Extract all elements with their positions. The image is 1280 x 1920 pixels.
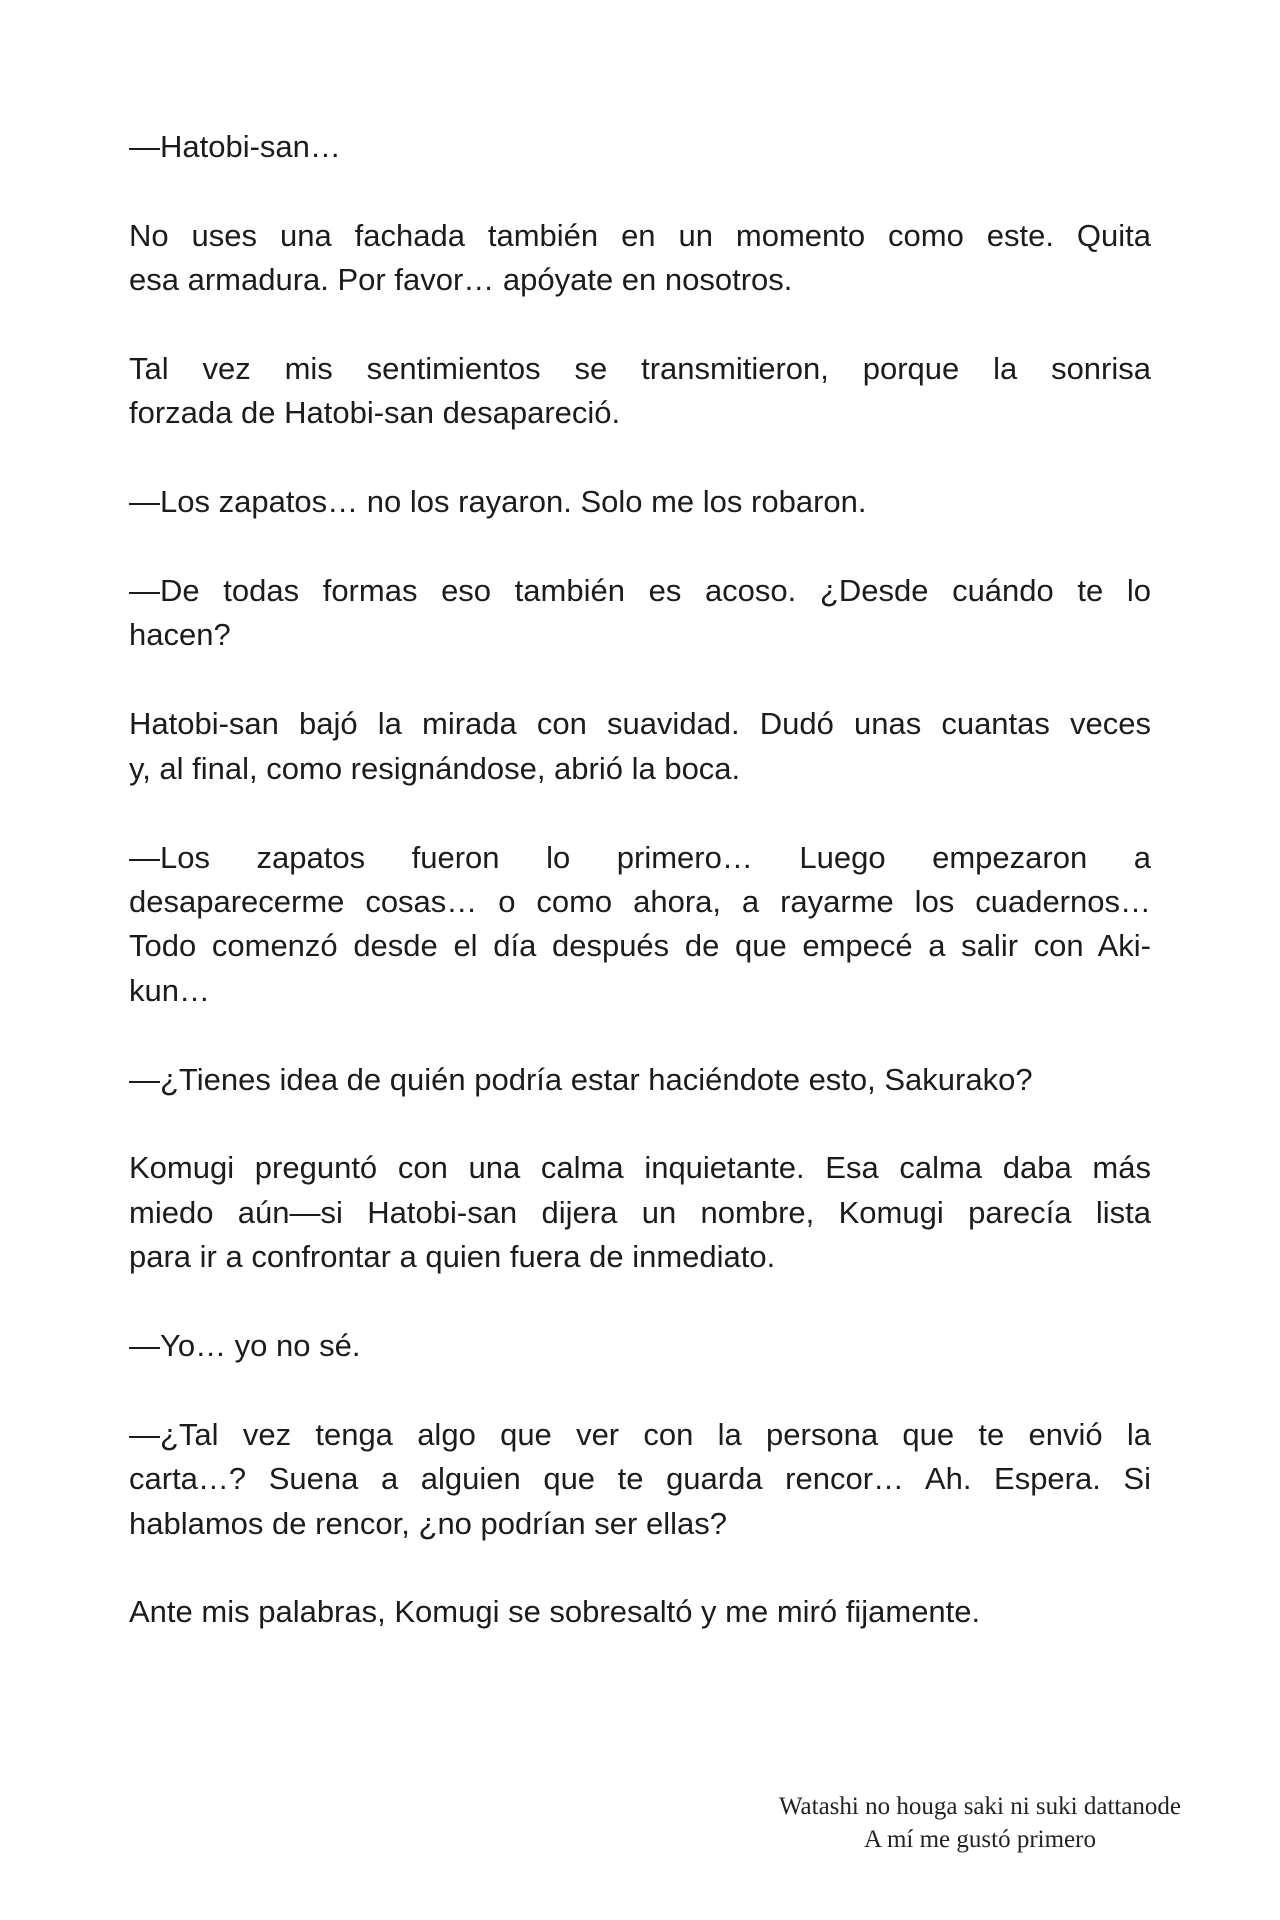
paragraph bbox=[129, 480, 1151, 524]
paragraph bbox=[129, 569, 1151, 658]
text-line: —Los zapatos… no los rayaron. Solo me los robaron. bbox=[129, 484, 867, 520]
text-line: —De todas formas eso también es acoso. ¿Desde cuándo te lo bbox=[129, 573, 1151, 609]
body-text bbox=[129, 125, 1151, 1679]
text-line: hablamos de rencor, ¿no podrían ser ellas? bbox=[129, 1505, 727, 1541]
paragraph bbox=[129, 1413, 1151, 1546]
paragraph bbox=[129, 347, 1151, 436]
footer-title-romaji: Watashi no houga saki ni suki dattanode bbox=[778, 1793, 1182, 1820]
paragraph bbox=[129, 214, 1151, 303]
paragraph bbox=[129, 1590, 1151, 1634]
text-line: carta…? Suena a alguien que te guarda rencor… Ah. Espera. Si bbox=[129, 1461, 1151, 1497]
text-line: —¿Tal vez tenga algo que ver con la persona que te envió la bbox=[129, 1416, 1151, 1452]
paragraph bbox=[129, 1324, 1151, 1368]
text-line: para ir a confrontar a quien fuera de inmediato. bbox=[129, 1239, 776, 1275]
footer-title-spanish: A mí me gustó primero bbox=[864, 1826, 1096, 1853]
text-line: esa armadura. Por favor… apóyate en nosotros. bbox=[129, 262, 793, 298]
text-line: y, al final, como resignándose, abrió la boca. bbox=[129, 750, 741, 786]
text-line: Komugi preguntó con una calma inquietante. Esa calma daba más bbox=[129, 1150, 1151, 1186]
text-line: Hatobi-san bajó la mirada con suavidad. Dudó unas cuantas veces bbox=[129, 706, 1151, 742]
text-line: Todo comenzó desde el día después de que empecé a salir con Aki- bbox=[129, 928, 1151, 964]
paragraph bbox=[129, 125, 1151, 169]
text-line: miedo aún—si Hatobi-san dijera un nombre, Komugi parecía lista bbox=[129, 1194, 1151, 1230]
text-line: desaparecerme cosas… o como ahora, a rayarme los cuadernos… bbox=[129, 883, 1151, 919]
text-line: Ante mis palabras, Komugi se sobresaltó y me miró fijamente. bbox=[129, 1594, 981, 1630]
paragraph bbox=[129, 1146, 1151, 1279]
text-line: —¿Tienes idea de quién podría estar haciéndote esto, Sakurako? bbox=[129, 1061, 1033, 1097]
text-line: hacen? bbox=[129, 617, 231, 653]
paragraph bbox=[129, 702, 1151, 791]
page-footer bbox=[730, 1790, 1230, 1856]
paragraph bbox=[129, 836, 1151, 1014]
text-line: kun… bbox=[129, 972, 210, 1008]
text-line: —Yo… yo no sé. bbox=[129, 1327, 361, 1363]
text-line: —Los zapatos fueron lo primero… Luego empezaron a bbox=[129, 839, 1151, 875]
text-line: —Hatobi-san… bbox=[129, 129, 341, 164]
paragraph bbox=[129, 1058, 1151, 1102]
text-line: forzada de Hatobi-san desapareció. bbox=[129, 395, 621, 431]
text-line: Tal vez mis sentimientos se transmitieron, porque la sonrisa bbox=[129, 351, 1151, 387]
text-line: No uses una fachada también en un momento como este. Quita bbox=[129, 217, 1151, 253]
